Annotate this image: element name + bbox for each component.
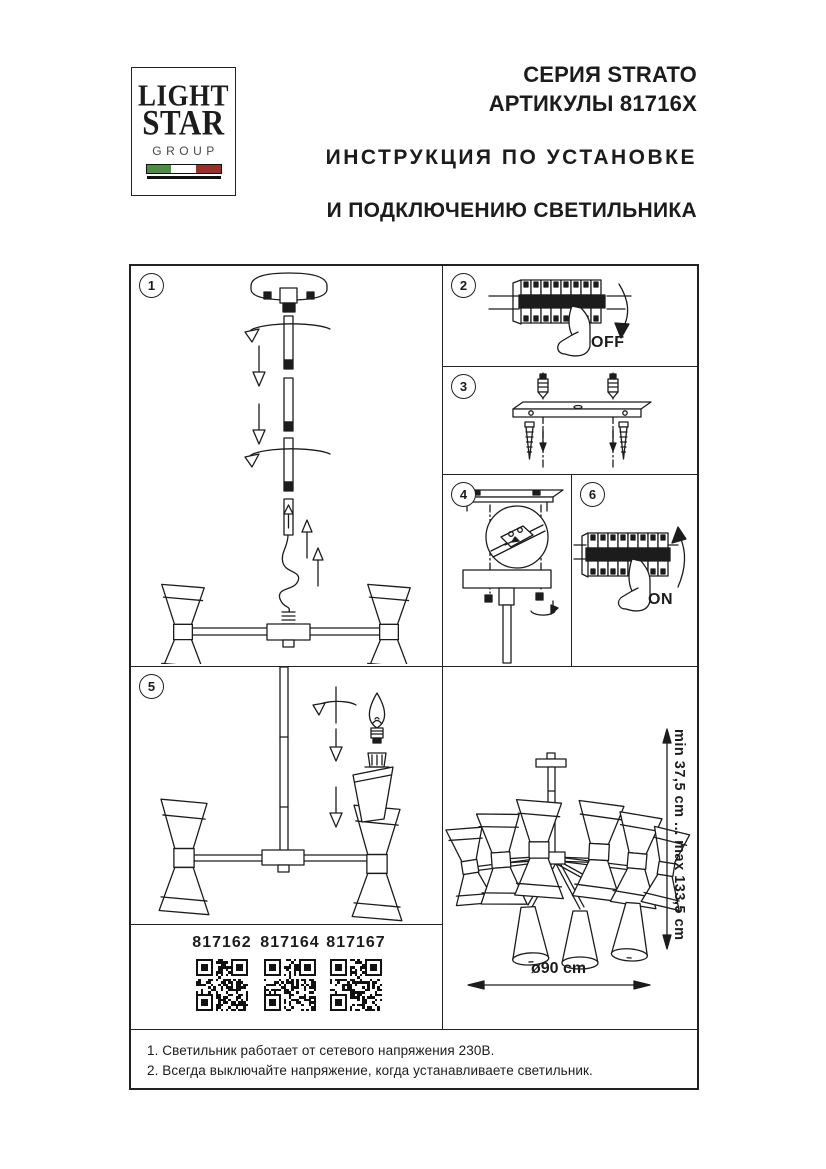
wall-plug [538, 374, 548, 398]
shade-bulb-install-drawing [131, 667, 441, 923]
logo-light-text: LIGHT [137, 77, 230, 113]
step-number-badge: 3 [451, 374, 476, 399]
flag-underline [147, 176, 221, 179]
shade [515, 800, 564, 899]
ceiling-canopy [463, 570, 551, 663]
left-shade [160, 584, 206, 664]
mounting-bracket-drawing [443, 367, 695, 472]
instruction-title-line1: ИНСТРУКЦИЯ ПО УСТАНОВКЕ [325, 146, 697, 169]
ceiling-canopy [251, 273, 327, 312]
article-qr-block [321, 934, 391, 1011]
note-line: 2. Всегда выключайте напряжение, когда устанавливаете светильник. [147, 1063, 593, 1078]
rod-assembly-drawing [131, 266, 441, 664]
screw [525, 422, 534, 459]
terminal-block-detail [486, 506, 548, 568]
diameter-dimension-label: ø90 cm [531, 960, 587, 977]
arrow-down-curve [619, 284, 628, 328]
document-title [326, 60, 697, 224]
panel-step-4 [443, 475, 572, 667]
qr-code [264, 959, 316, 1011]
logo-group-text: GROUP [152, 144, 219, 158]
front-cone-shade [611, 902, 651, 962]
safety-notes [131, 1030, 697, 1086]
arrow-up-curve [678, 537, 685, 587]
circuit-breaker [582, 533, 670, 577]
step-number-badge: 2 [451, 273, 476, 298]
articles-title: АРТИКУЛЫ 81716X [488, 91, 697, 116]
ceiling-canopy [536, 753, 566, 767]
article-number: 817162 [192, 934, 252, 951]
panel-step-3 [443, 367, 697, 475]
right-shade [352, 805, 402, 921]
mounting-bracket [513, 402, 651, 417]
panel-step-6 [572, 475, 697, 667]
series-title: СЕРИЯ STRATO [523, 62, 697, 87]
article-number: 817167 [326, 934, 386, 951]
height-dimension-label: min 37,5 cm ... max 133,5 cm [671, 729, 687, 941]
fixture-body [183, 624, 389, 647]
hanging-rod [280, 667, 288, 853]
step-number-badge: 5 [139, 674, 164, 699]
article-number: 817164 [260, 934, 320, 951]
wall-plug [608, 374, 618, 398]
step-number-badge: 6 [580, 482, 605, 507]
qr-code [330, 959, 382, 1011]
instruction-title-line2: И ПОДКЛЮЧЕНИЮ СВЕТИЛЬНИКА [326, 199, 697, 222]
diameter-dimension-arrow [468, 981, 650, 989]
breaker-off-drawing [443, 266, 695, 365]
off-label: OFF [591, 334, 625, 351]
power-wire [279, 535, 298, 612]
panel-step-2 [443, 266, 697, 367]
lightstar-logo [131, 67, 236, 196]
panel-step-1 [131, 266, 443, 667]
qr-code [196, 959, 248, 1011]
on-label: ON [648, 591, 673, 608]
instruction-grid [129, 264, 699, 1090]
step-number-badge: 1 [139, 273, 164, 298]
screw [619, 422, 628, 459]
panel-step-5 [131, 667, 443, 925]
front-cone-shade [510, 906, 549, 966]
right-shade [366, 584, 412, 664]
article-qr-block [187, 934, 257, 1011]
article-qr-block [255, 934, 325, 1011]
socket-cup [365, 753, 389, 767]
qr-codes-section [131, 925, 443, 1030]
step-number-badge: 4 [451, 482, 476, 507]
italian-flag-icon [146, 164, 222, 174]
panel-dimensions [443, 667, 697, 1030]
note-line: 1. Светильник работает от сетевого напряжения 230В. [147, 1043, 495, 1058]
logo-star-text: STAR [142, 102, 225, 143]
bulb-icon [369, 693, 384, 743]
circuit-breaker [513, 280, 605, 324]
